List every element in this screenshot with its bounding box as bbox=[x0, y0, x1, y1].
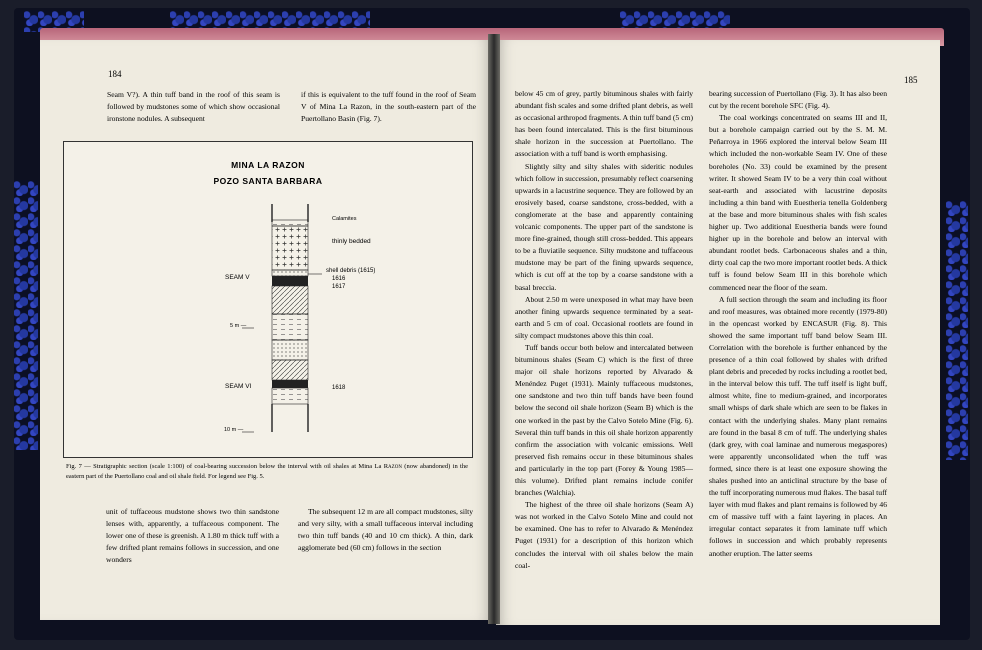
paragraph: The subsequent 12 m are all compact mudstones, silty and very silty, with a small tuffaceous interval including two thin tuff bands (40 and 10 cm thick). A thin, dark agglomerate bed (60 cm) follows in the section bbox=[298, 507, 473, 553]
caption-label: Fig. 7 — bbox=[66, 463, 94, 470]
paragraph: The highest of the three oil shale horizons (Seam A) was not worked in the Calvo Sotelo Mine and could not be examined. One has to refer to Alvarado & Menéndez Puget (1931) for a description of this horizon which concludes the interval with oil shales below the main coal- bbox=[515, 500, 693, 570]
label-seam-v: SEAM V bbox=[225, 274, 250, 281]
paragraph: below 45 cm of grey, partly bituminous shales with fairly abundant fish scales and some drifted plant debris, as well as occasional arthropod fragments. A thin tuff band (5 cm) has been found intercalated. This is the first bituminous shale horizon in the succession at Puertollano. The association with a tuff band is worth emphasising. bbox=[515, 89, 693, 159]
cover-pattern-top-mid bbox=[170, 10, 370, 30]
paragraph: Seam V?). A thin tuff band in the roof of this seam is followed by mudstones some of which show occasional ironstone nodules. A subsequent bbox=[107, 90, 280, 124]
paragraph: unit of tuffaceous mudstone shows two thin sandstone lenses with, apparently, a tuffaceous component. The lower one of these is greenish. A 1.80 m thick tuff with a few drifted plant remains follows in succession, and one wonders bbox=[106, 507, 279, 565]
figure-stratigraphic-section bbox=[63, 141, 473, 458]
cover-pattern-top-right bbox=[620, 10, 730, 30]
left-top-column-1 bbox=[107, 89, 280, 125]
caption-text-2: (now abandoned) in the eastern part of the Puertollano coal and oil shale field. For legend see Fig. 5. bbox=[66, 463, 468, 480]
figure-title-1: MINA LA RAZON bbox=[231, 160, 305, 170]
caption-text: Stratigraphic section (scale 1:100) of coal-bearing succession below the interval with oil shales at Mina La bbox=[93, 463, 382, 470]
book-gutter bbox=[488, 34, 500, 624]
label-5m: 5 m — bbox=[230, 323, 247, 329]
paragraph: About 2.50 m were unexposed in what may have been another fining upwards sequence terminated by a seat-earth and 5 cm of coal. Occasional rootlets are found in silty compact mudstones above this thin coal. bbox=[515, 294, 693, 340]
bed-floor bbox=[272, 388, 308, 404]
bed-coal-seam-v bbox=[272, 276, 308, 286]
page-number-left: 184 bbox=[108, 69, 122, 79]
paragraph: bearing succession of Puertollano (Fig. 3). It has also been cut by the recent borehole SFC (Fig. 4). bbox=[709, 89, 887, 111]
cover-pattern-right-edge bbox=[946, 200, 968, 460]
right-column-2 bbox=[709, 88, 887, 560]
paragraph: Slightly silty and silty shales with sideritic nodules which follow in succession, presumably reflect coarsening upwards in a lacustrine sequence. They are followed by an erosively based, coarse sandstone, cross-bedded, with a conglomerate at the base and apparently containing volcanic components. The upper part of the sandstone is more fine-grained, though still cross-bedded. This appears to be a fluviatile sequence. Silty mudstone and tuffaceous mudstone may be part of the fining upwards sequence, which is cut off at the top by a coarse sandstone with a basal breccia. bbox=[515, 161, 693, 292]
caption-author: Razon bbox=[383, 463, 402, 470]
stratigraphic-column-drawing bbox=[64, 142, 472, 457]
paragraph: Tuff bands occur both below and intercalated between bituminous shales (Seam C) which is the first of three major oil shale horizons reported by Alvarado & Menéndez Puget (1931). Mainly tuffaceous mudstones, one sandstone and two thin tuff bands have been found below the second oil shale horizon (Seam B) which is the one worked in the past by the Calvo Sotelo Mine (Fig. 6). Several thin tuff bands in this oil shale horizon apparently confirm the association with volcanic emissions. Well preserved fish remains occur in these bituminous shales and particularly in the top part (Forey & Young 1985—this volume). Drifted plant remains include conifer branches (Walchia). bbox=[515, 342, 693, 498]
label-calamites: Calamites bbox=[332, 216, 357, 222]
right-column-1 bbox=[515, 88, 693, 572]
bed-shale bbox=[272, 220, 308, 226]
page-number-right: 185 bbox=[904, 75, 918, 85]
left-bottom-column-1 bbox=[106, 506, 279, 566]
bed-silt bbox=[272, 340, 308, 360]
bed-mudstone bbox=[272, 314, 308, 340]
cover-pattern-left-edge bbox=[14, 180, 38, 450]
paragraph: A full section through the seam and including its floor and roof measures, was obtained more recently (1979-80) in the opencast worked by ENCASUR (Fig. 8). This showed the same important tuff band below Seam III. Correlation with the borehole is further enhanced by the presence of a thin coal followed by shales with drifted plant debris and preceded by rocks including a rootlet bed, in the interval below this tuff. The tuff itself is light buff, almost white, fine to medium-grained, and incorporates small whisps of dark shale which are seen to be flakes in contact with the underlying shales. Many plant remains are found in the basal 8 cm of tuff. The underlying shales (dark grey, with coal laminae and numerous megaspores) were apparently unconsolidated when the tuff was formed, since there is at least one exposure showing the shales pushed into an anticlinal structure by the base of the tuff incorporating numerous mud flakes. The basal tuff layer with mud flakes and plant remains is followed by 46 cm of massive tuff with a faint layering in places. An irregular contact separates it from laminate tuff which follows in succession and which probably represents another eruption. The latter seems bbox=[709, 294, 887, 558]
label-thinly-bedded: thinly bedded bbox=[332, 238, 371, 245]
bed-tuff bbox=[272, 226, 308, 270]
label-10m: 10 m — bbox=[224, 427, 244, 433]
label-1617: 1617 bbox=[332, 284, 346, 290]
left-bottom-column-2 bbox=[298, 506, 473, 554]
label-seam-vi: SEAM VI bbox=[225, 383, 252, 390]
label-shell-debris: shell debris (1615) bbox=[326, 268, 376, 274]
bed-carbonaceous-shale bbox=[272, 286, 308, 314]
bed-coal-seam-vi bbox=[272, 380, 308, 388]
bed-shale-2 bbox=[272, 360, 308, 380]
left-top-column-2 bbox=[301, 89, 476, 125]
label-1616: 1616 bbox=[332, 276, 346, 282]
paragraph: if this is equivalent to the tuff found in the roof of Seam V of Mina La Razon, in the south-eastern part of the Puertollano Basin (Fig. 7). bbox=[301, 90, 476, 124]
figure-caption bbox=[66, 462, 468, 482]
paragraph: The coal workings concentrated on seams III and II, but a borehole campaign carried out by the S. M. M. Peñarroya in 1966 explored the interval below Seam III which included the non-workable Seam IV. One of these boreholes (No. 33) could be examined by the present writer. It showed Seam IV to be a very thin coal without seat-earth and associated with lacustrine deposits including a thin band with Euestheria tenella Goldenberg at the base and more bituminous shales with fish scales higher up. Two additional Euestheria bands were found higher up in the borehole and below an interval with abundant rootlet beds. Carbonaceous shales and a thin, dirty coal cap the two more important rootlet beds. A thick tuff is found below Seam III in this borehole which commenced near the floor of the seam. bbox=[709, 113, 887, 292]
bed-sandstone bbox=[272, 270, 308, 276]
figure-title-2: POZO SANTA BARBARA bbox=[213, 176, 323, 186]
label-1618: 1618 bbox=[332, 385, 346, 391]
